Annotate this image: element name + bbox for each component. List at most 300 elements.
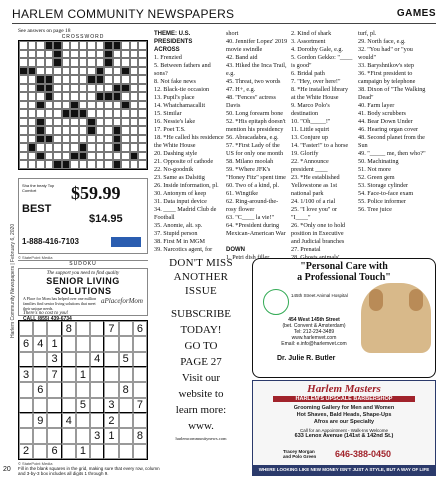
crossword-cell[interactable]: [53, 67, 62, 76]
sudoku-cell[interactable]: [119, 398, 133, 413]
crossword-cell[interactable]: [62, 67, 71, 76]
sudoku-cell[interactable]: [33, 352, 47, 367]
sudoku-cell[interactable]: [62, 428, 76, 443]
crossword-cell[interactable]: [138, 92, 147, 101]
clue: 63. "C____ la vie!": [226, 214, 275, 221]
crossword-cell[interactable]: [19, 75, 28, 84]
crossword-cell[interactable]: [130, 143, 139, 152]
crossword-cell[interactable]: [79, 160, 88, 169]
crossword-cell[interactable]: [104, 109, 113, 118]
sudoku-cell[interactable]: [90, 321, 104, 336]
crossword-cell[interactable]: [70, 75, 79, 84]
clue: 28. Ghosts animals': [291, 254, 340, 261]
crossword-cell[interactable]: [70, 135, 79, 144]
crossword-cell[interactable]: [96, 135, 105, 144]
sudoku-label: SUDOKU: [18, 260, 148, 267]
crossword-cell[interactable]: [104, 67, 113, 76]
crossword-cell[interactable]: [79, 118, 88, 127]
sudoku-cell[interactable]: [33, 398, 47, 413]
sudoku-cell[interactable]: [76, 413, 90, 428]
crossword-cell[interactable]: [62, 92, 71, 101]
crossword-cell[interactable]: [138, 67, 147, 76]
crossword-cell[interactable]: [62, 58, 71, 67]
crossword-cell[interactable]: [45, 152, 54, 161]
crossword-cell[interactable]: [36, 92, 45, 101]
crossword-cell[interactable]: [121, 75, 130, 84]
crossword-cell[interactable]: [45, 126, 54, 135]
crossword-cell[interactable]: [45, 101, 54, 110]
crossword-cell[interactable]: [87, 41, 96, 50]
crossword-cell[interactable]: [87, 135, 96, 144]
crossword-cell[interactable]: [28, 50, 37, 59]
sudoku-cell[interactable]: [47, 413, 61, 428]
promo-line: learn more:: [175, 404, 227, 416]
crossword-cell[interactable]: [87, 152, 96, 161]
crossword-cell[interactable]: [79, 58, 88, 67]
sudoku-cell: 1: [47, 336, 61, 351]
vet-website-link[interactable]: www.harlemvet.com: [291, 335, 337, 341]
crossword-cell[interactable]: [36, 143, 45, 152]
sudoku-cell[interactable]: [33, 321, 47, 336]
crossword-cell[interactable]: [138, 58, 147, 67]
crossword-cell[interactable]: [28, 109, 37, 118]
crossword-cell[interactable]: [36, 50, 45, 59]
crossword-cell[interactable]: [104, 118, 113, 127]
crossword-cell[interactable]: [79, 101, 88, 110]
crossword-cell[interactable]: [28, 84, 37, 93]
crossword-cell[interactable]: [121, 41, 130, 50]
sudoku-cell[interactable]: [76, 352, 90, 367]
barber-service-line: Hot Shaves, Bald Heads, Shape-Ups: [296, 412, 392, 418]
crossword-cell[interactable]: [130, 101, 139, 110]
crossword-cell[interactable]: [113, 152, 122, 161]
sudoku-cell[interactable]: [62, 352, 76, 367]
sudoku-cell[interactable]: [47, 428, 61, 443]
crossword-cell[interactable]: [121, 50, 130, 59]
crossword-cell[interactable]: [45, 50, 54, 59]
clue: 47. H+, e.g.: [226, 86, 256, 93]
crossword-cell[interactable]: [87, 101, 96, 110]
crossword-cell[interactable]: [138, 109, 147, 118]
sudoku-cell[interactable]: [76, 321, 90, 336]
crossword-black-cell: [130, 152, 139, 161]
crossword-cell[interactable]: [28, 135, 37, 144]
crossword-cell[interactable]: [19, 109, 28, 118]
crossword-cell[interactable]: [70, 41, 79, 50]
crossword-cell[interactable]: [113, 58, 122, 67]
crossword-cell[interactable]: [104, 152, 113, 161]
crossword-cell[interactable]: [45, 67, 54, 76]
crossword-cell[interactable]: [70, 160, 79, 169]
crossword-black-cell: [28, 143, 37, 152]
crossword-cell[interactable]: [138, 160, 147, 169]
crossword-cell[interactable]: [62, 84, 71, 93]
sudoku-cell[interactable]: [90, 398, 104, 413]
sudoku-cell[interactable]: [62, 398, 76, 413]
crossword-cell[interactable]: [53, 92, 62, 101]
crossword-cell[interactable]: [53, 101, 62, 110]
crossword-cell[interactable]: [121, 160, 130, 169]
crossword-cell[interactable]: [96, 143, 105, 152]
crossword-black-cell: [36, 126, 45, 135]
crossword-cell[interactable]: [45, 160, 54, 169]
crossword-cell[interactable]: [87, 109, 96, 118]
crossword-cell[interactable]: [62, 135, 71, 144]
clue: 5. Gordon Gekko: "____ is good": [291, 54, 353, 69]
sudoku-cell[interactable]: [133, 367, 147, 382]
crossword-cell[interactable]: [19, 84, 28, 93]
crossword-cell[interactable]: [36, 58, 45, 67]
crossword-black-cell: [113, 135, 122, 144]
crossword-cell[interactable]: [138, 75, 147, 84]
crossword-cell[interactable]: [28, 101, 37, 110]
crossword-cell[interactable]: [96, 101, 105, 110]
crossword-cell[interactable]: [87, 67, 96, 76]
sudoku-cell[interactable]: [19, 428, 33, 443]
clue: 9. Marco Polo's destination: [291, 102, 330, 117]
crossword-cell[interactable]: [19, 143, 28, 152]
crossword-cell[interactable]: [79, 92, 88, 101]
crossword-cell[interactable]: [113, 50, 122, 59]
crossword-cell[interactable]: [53, 135, 62, 144]
crossword-cell[interactable]: [19, 92, 28, 101]
crossword-cell[interactable]: [62, 75, 71, 84]
vet-email-link[interactable]: Email: e.info@harlemvet.com: [281, 341, 347, 347]
barber-phone[interactable]: 646-388-0450: [335, 449, 392, 459]
crossword-cell[interactable]: [28, 152, 37, 161]
crossword-cell[interactable]: [130, 109, 139, 118]
crossword-cell[interactable]: [130, 160, 139, 169]
crossword-cell[interactable]: [87, 92, 96, 101]
senior-ad-phone: CALL (855) 439-6734: [23, 316, 72, 322]
crossword-cell[interactable]: [19, 41, 28, 50]
sudoku-grid[interactable]: [18, 320, 148, 460]
sudoku-cell[interactable]: [33, 367, 47, 382]
sudoku-instructions: Fill in the blank squares in the grid, making sure that every row, column and 3-by-3 box includes all digits 1 through 9.: [18, 466, 160, 476]
crossword-cell[interactable]: [96, 109, 105, 118]
promo-line: www.: [188, 420, 214, 432]
sudoku-cell[interactable]: [90, 382, 104, 397]
sudoku-cell[interactable]: [19, 352, 33, 367]
crossword-cell[interactable]: [62, 152, 71, 161]
crossword-cell[interactable]: [62, 126, 71, 135]
sudoku-cell: 3: [19, 367, 33, 382]
sudoku-cell[interactable]: [33, 428, 47, 443]
sudoku-cell[interactable]: [19, 382, 33, 397]
ad-tagline: Sha the beaty Top Comfort: [22, 183, 55, 193]
crossword-cell[interactable]: [36, 41, 45, 50]
crossword-cell[interactable]: [130, 135, 139, 144]
animal-hospital-ad[interactable]: [252, 258, 436, 378]
crossword-cell[interactable]: [28, 75, 37, 84]
crossword-cell[interactable]: [70, 92, 79, 101]
vet-phone: Tel: 212-234-3489: [293, 329, 335, 335]
sudoku-cell[interactable]: [62, 444, 76, 459]
crossword-cell[interactable]: [104, 84, 113, 93]
crossword-cell[interactable]: [28, 92, 37, 101]
crossword-cell[interactable]: [53, 143, 62, 152]
clue: 30. Antonym of keep: [154, 190, 207, 197]
clue: 23. Same as Dalsitig: [154, 174, 205, 181]
promo-line: ANOTHER: [173, 271, 229, 283]
sudoku-cell[interactable]: [90, 444, 104, 459]
sudoku-cell[interactable]: [104, 382, 118, 397]
barber-address: 633 Lenox Avenue (141st & 142nd St.): [294, 433, 394, 439]
crossword-cell[interactable]: [79, 126, 88, 135]
sudoku-cell[interactable]: [33, 444, 47, 459]
crossword-cell[interactable]: [121, 118, 130, 127]
crossword-black-cell: [96, 92, 105, 101]
sudoku-cell[interactable]: [47, 398, 61, 413]
crossword-cell[interactable]: [19, 50, 28, 59]
clue: 15. Similar: [154, 110, 182, 117]
crossword-cell[interactable]: [70, 50, 79, 59]
crossword-cell[interactable]: [53, 126, 62, 135]
sudoku-cell[interactable]: [19, 398, 33, 413]
senior-living-ad[interactable]: [18, 268, 148, 322]
barbershop-ad[interactable]: [252, 380, 436, 476]
mattress-ad[interactable]: [18, 178, 148, 254]
crossword-cell[interactable]: [130, 41, 139, 50]
crossword-cell[interactable]: [45, 109, 54, 118]
crossword-cell[interactable]: [62, 101, 71, 110]
crossword-cell[interactable]: [70, 143, 79, 152]
crossword-black-cell: [53, 50, 62, 59]
promo-line: DON'T MISS: [169, 257, 233, 269]
crossword-cell[interactable]: [79, 84, 88, 93]
crossword-cell[interactable]: [45, 58, 54, 67]
crossword-cell[interactable]: [138, 101, 147, 110]
crossword-cell[interactable]: [70, 58, 79, 67]
crossword-cell[interactable]: [36, 67, 45, 76]
sudoku-cell: 6: [19, 336, 33, 351]
crossword-cell[interactable]: [87, 50, 96, 59]
crossword-cell[interactable]: [28, 118, 37, 127]
sudoku-cell[interactable]: [62, 336, 76, 351]
crossword-cell[interactable]: [121, 58, 130, 67]
crossword-cell[interactable]: [28, 126, 37, 135]
crossword-cell[interactable]: [138, 118, 147, 127]
crossword-cell[interactable]: [96, 58, 105, 67]
crossword-label: CROSSWORD: [61, 34, 105, 40]
crossword-cell[interactable]: [62, 41, 71, 50]
crossword-black-cell: [121, 84, 130, 93]
crossword-cell[interactable]: [79, 50, 88, 59]
sudoku-cell[interactable]: [104, 444, 118, 459]
vet-hospital-name: 145th Street Animal Hospital: [291, 293, 348, 298]
sudoku-cell[interactable]: [104, 367, 118, 382]
crossword-cell[interactable]: [96, 152, 105, 161]
crossword-cell[interactable]: [53, 109, 62, 118]
crossword-cell[interactable]: [130, 126, 139, 135]
crossword-cell[interactable]: [96, 118, 105, 127]
sudoku-cell[interactable]: [104, 352, 118, 367]
sudoku-cell[interactable]: [90, 413, 104, 428]
sudoku-cell[interactable]: [104, 336, 118, 351]
crossword-cell[interactable]: [19, 101, 28, 110]
sudoku-cell[interactable]: [19, 413, 33, 428]
crossword-cell[interactable]: [96, 84, 105, 93]
crossword-cell[interactable]: [45, 143, 54, 152]
crossword-black-cell: [19, 67, 28, 76]
crossword-cell[interactable]: [62, 143, 71, 152]
crossword-cell[interactable]: [79, 75, 88, 84]
promo-line: PAGE 27: [180, 356, 222, 368]
crossword-grid[interactable]: [18, 40, 148, 170]
sudoku-credit: © StatePoint Media: [18, 461, 53, 466]
vet-headline: [253, 261, 435, 283]
crossword-cell[interactable]: [104, 143, 113, 152]
crossword-cell[interactable]: [28, 160, 37, 169]
crossword-cell[interactable]: [19, 135, 28, 144]
crossword-cell[interactable]: [121, 143, 130, 152]
sudoku-cell[interactable]: [90, 336, 104, 351]
crossword-cell[interactable]: [121, 152, 130, 161]
sudoku-cell[interactable]: [133, 352, 147, 367]
clue: 29. North face, e.g.: [358, 38, 406, 45]
sudoku-cell[interactable]: [47, 382, 61, 397]
ad-phone: 1-888-416-7103: [22, 237, 79, 246]
sudoku-cell[interactable]: [119, 336, 133, 351]
clue: 57. *First Lady of the US for only one month: [226, 142, 284, 157]
crossword-cell[interactable]: [130, 84, 139, 93]
crossword-cell[interactable]: [36, 160, 45, 169]
clues-theme: THEME: U.S. PRESIDENTS: [154, 31, 193, 45]
crossword-cell[interactable]: [62, 118, 71, 127]
crossword-black-cell: [62, 109, 71, 118]
crossword-cell[interactable]: [87, 58, 96, 67]
barber-logo: Harlem Masters: [307, 383, 381, 395]
crossword-cell[interactable]: [121, 109, 130, 118]
crossword-cell[interactable]: [138, 84, 147, 93]
crossword-cell[interactable]: [121, 92, 130, 101]
clue: 48. "Fences" actress Davis: [226, 94, 276, 109]
crossword-cell[interactable]: [87, 160, 96, 169]
sudoku-cell[interactable]: [119, 367, 133, 382]
promo-line: SUBSCRIBE: [171, 308, 231, 320]
crossword-cell[interactable]: [53, 75, 62, 84]
crossword-cell[interactable]: [113, 109, 122, 118]
crossword-cell[interactable]: [130, 118, 139, 127]
sudoku-cell[interactable]: [62, 367, 76, 382]
clue: 35. Anomie, alt. sp.: [154, 222, 203, 229]
crossword-cell[interactable]: [104, 126, 113, 135]
sudoku-cell[interactable]: [119, 444, 133, 459]
clue: 27. Prenatal: [291, 246, 321, 253]
crossword-cell[interactable]: [96, 126, 105, 135]
crossword-cell[interactable]: [79, 135, 88, 144]
sudoku-cell[interactable]: [133, 382, 147, 397]
crossword-cell[interactable]: [138, 152, 147, 161]
crossword-cell[interactable]: [62, 50, 71, 59]
crossword-cell[interactable]: [104, 160, 113, 169]
clue: 21. Opposite of cathode: [154, 158, 214, 165]
crossword-cell[interactable]: [28, 58, 37, 67]
clue: 12. Black-tie occasion: [154, 86, 210, 93]
sudoku-cell[interactable]: [90, 367, 104, 382]
crossword-cell[interactable]: [121, 126, 130, 135]
crossword-cell[interactable]: [53, 152, 62, 161]
crossword-cell[interactable]: [121, 135, 130, 144]
crossword-cell[interactable]: [113, 101, 122, 110]
crossword-cell[interactable]: [19, 126, 28, 135]
crossword-cell[interactable]: [104, 101, 113, 110]
crossword-cell[interactable]: [130, 92, 139, 101]
crossword-cell[interactable]: [36, 109, 45, 118]
crossword-cell[interactable]: [19, 160, 28, 169]
crossword-cell[interactable]: [96, 50, 105, 59]
crossword-cell[interactable]: [104, 135, 113, 144]
crossword-cell[interactable]: [130, 50, 139, 59]
sudoku-cell[interactable]: [119, 413, 133, 428]
crossword-cell[interactable]: [138, 50, 147, 59]
crossword-cell[interactable]: [138, 135, 147, 144]
crossword-cell[interactable]: [19, 58, 28, 67]
side-folio: Harlem Community Newspapers | February 6, 2020: [10, 223, 16, 338]
crossword-cell[interactable]: [113, 75, 122, 84]
sudoku-cell[interactable]: [133, 444, 147, 459]
sudoku-cell[interactable]: [47, 321, 61, 336]
sudoku-cell[interactable]: [62, 382, 76, 397]
clue: 52. Green gem: [358, 174, 395, 181]
crossword-cell[interactable]: [130, 67, 139, 76]
crossword-cell[interactable]: [138, 41, 147, 50]
crossword-cell[interactable]: [87, 84, 96, 93]
sudoku-cell: 8: [119, 382, 133, 397]
crossword-cell[interactable]: [113, 118, 122, 127]
clue: 25. "I love you" or "I____": [291, 206, 338, 221]
crossword-cell[interactable]: [96, 160, 105, 169]
sudoku-cell[interactable]: [76, 336, 90, 351]
crossword-cell[interactable]: [45, 118, 54, 127]
crossword-cell[interactable]: [79, 67, 88, 76]
crossword-cell[interactable]: [70, 67, 79, 76]
sudoku-cell[interactable]: [133, 413, 147, 428]
sudoku-cell[interactable]: [133, 336, 147, 351]
clue: 1. Frenzied: [154, 54, 182, 61]
sudoku-cell[interactable]: [19, 321, 33, 336]
senior-ad-title: SENIOR LIVING SOLUTIONS: [46, 276, 120, 296]
clue: 22. *Announce president ____: [291, 158, 329, 173]
promo-url-link[interactable]: harlemcommunitynews.com: [175, 436, 227, 441]
crossword-cell[interactable]: [96, 41, 105, 50]
crossword-cell[interactable]: [104, 75, 113, 84]
crossword-cell[interactable]: [113, 67, 122, 76]
section-name: GAMES: [396, 8, 436, 19]
crossword-cell[interactable]: [53, 84, 62, 93]
crossword-cell[interactable]: [70, 118, 79, 127]
crossword-cell[interactable]: [19, 152, 28, 161]
crossword-cell[interactable]: [19, 118, 28, 127]
crossword-cell[interactable]: [138, 143, 147, 152]
crossword-cell[interactable]: [70, 84, 79, 93]
sudoku-cell[interactable]: [76, 382, 90, 397]
crossword-cell[interactable]: [130, 75, 139, 84]
clue: 1. Petri dish filler: [226, 254, 270, 261]
crossword-cell[interactable]: [53, 118, 62, 127]
crossword-cell[interactable]: [70, 126, 79, 135]
crossword-cell[interactable]: [138, 126, 147, 135]
crossword-cell[interactable]: [79, 41, 88, 50]
crossword-cell[interactable]: [28, 41, 37, 50]
crossword-black-cell: [53, 160, 62, 169]
crossword-black-cell: [36, 135, 45, 144]
sudoku-cell[interactable]: [119, 321, 133, 336]
crossword-cell[interactable]: [130, 58, 139, 67]
sudoku-cell[interactable]: [119, 428, 133, 443]
sudoku-cell[interactable]: [76, 428, 90, 443]
crossword-cell[interactable]: [87, 143, 96, 152]
